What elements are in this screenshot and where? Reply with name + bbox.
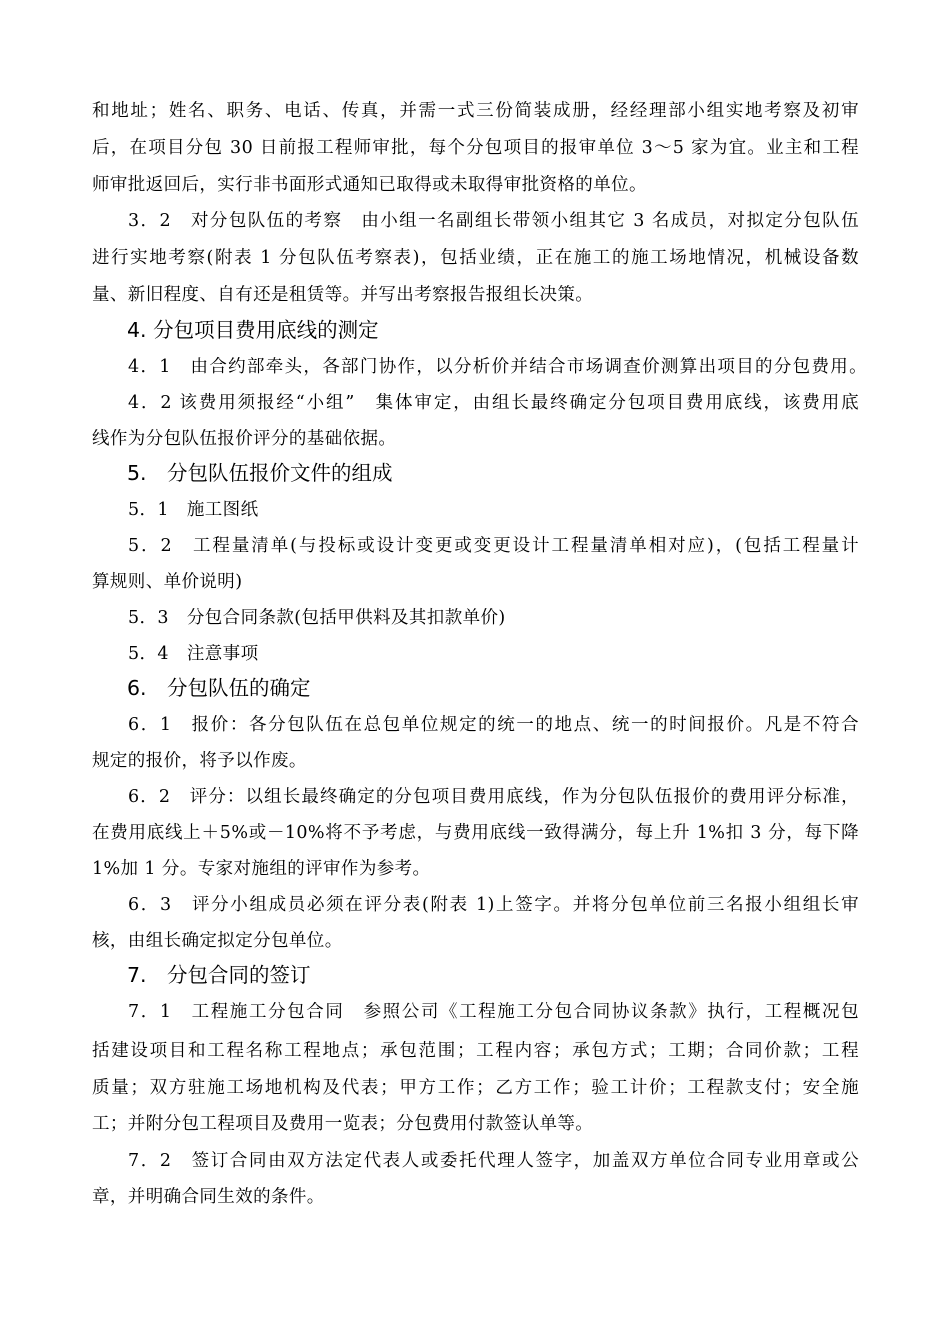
paragraph-line: 算规则、单价说明) <box>92 572 243 592</box>
paragraph-line: 1%加 1 分。专家对施组的评审作为参考。 <box>92 859 431 879</box>
paragraph-line: 章，并明确合同生效的条件。 <box>92 1187 325 1207</box>
paragraph-line: 进行实地考察(附表 1 分包队伍考察表)，包括业绩，正在施工的施工场地情况，机械设备数 <box>92 248 859 268</box>
paragraph-line: 核，由组长确定拟定分包单位。 <box>92 931 343 951</box>
paragraph-line: 6．2 评分：以组长最终确定的分包项目费用底线，作为分包队伍报价的费用评分标准， <box>128 787 859 807</box>
paragraph-line: 规定的报价，将予以作废。 <box>92 751 307 771</box>
paragraph-line: 线作为分包队伍报价评分的基础依据。 <box>92 429 397 449</box>
paragraph-line: 5．2 工程量清单(与投标或设计变更或变更设计工程量清单相对应)，(包括工程量计 <box>128 536 859 556</box>
paragraph-line: 后，在项目分包 30 日前报工程师审批，每个分包项目的报审单位 3～5 家为宜。业主和工程 <box>92 138 859 158</box>
paragraph-line: 和地址；姓名、职务、电话、传真，并需一式三份简装成册，经经理部小组实地考察及初审 <box>92 101 859 121</box>
section-heading: 6. 分包队伍的确定 <box>127 676 311 700</box>
paragraph-line: 3．2 对分包队伍的考察 由小组一名副组长带领小组其它 3 名成员，对拟定分包队伍 <box>128 211 859 231</box>
paragraph-line: 5．4 注意事项 <box>128 644 259 664</box>
paragraph-line: 师审批返回后，实行非书面形式通知已取得或未取得审批资格的单位。 <box>92 175 647 195</box>
paragraph-line: 质量；双方驻施工场地机构及代表；甲方工作；乙方工作；验工计价；工程款支付；安全施 <box>92 1078 859 1098</box>
paragraph-line: 6．3 评分小组成员必须在评分表(附表 1)上签字。并将分包单位前三名报小组组长审 <box>128 895 859 915</box>
paragraph-line: 7．1 工程施工分包合同 参照公司《工程施工分包合同协议条款》执行，工程概况包 <box>128 1002 859 1022</box>
paragraph-line: 7．2 签订合同由双方法定代表人或委托代理人签字，加盖双方单位合同专业用章或公 <box>128 1151 859 1171</box>
paragraph-line: 量、新旧程度、自有还是租赁等。并写出考察报告报组长决策。 <box>92 285 594 305</box>
paragraph-line: 括建设项目和工程名称工程地点；承包范围；工程内容；承包方式；工期；合同价款；工程 <box>92 1041 859 1061</box>
paragraph-line: 5．1 施工图纸 <box>128 500 259 520</box>
section-heading: 7. 分包合同的签订 <box>127 963 311 987</box>
paragraph-line: 工；并附分包工程项目及费用一览表；分包费用付款签认单等。 <box>92 1114 594 1134</box>
section-heading: 5. 分包队伍报价文件的组成 <box>127 461 393 485</box>
section-heading: 4. 分包项目费用底线的测定 <box>127 318 379 342</box>
paragraph-line: 5．3 分包合同条款(包括甲供料及其扣款单价) <box>128 608 506 628</box>
paragraph-line: 6．1 报价：各分包队伍在总包单位规定的统一的地点、统一的时间报价。凡是不符合 <box>128 715 859 735</box>
paragraph-line: 4．2 该费用须报经“小组” 集体审定，由组长最终确定分包项目费用底线，该费用底 <box>128 393 859 413</box>
paragraph-line: 在费用底线上＋5%或－10%将不予考虑，与费用底线一致得满分，每上升 1%扣 3 分，每下降 <box>92 823 859 843</box>
paragraph-line: 4．1 由合约部牵头，各部门协作，以分析价并结合市场调查价测算出项目的分包费用。 <box>128 357 867 377</box>
